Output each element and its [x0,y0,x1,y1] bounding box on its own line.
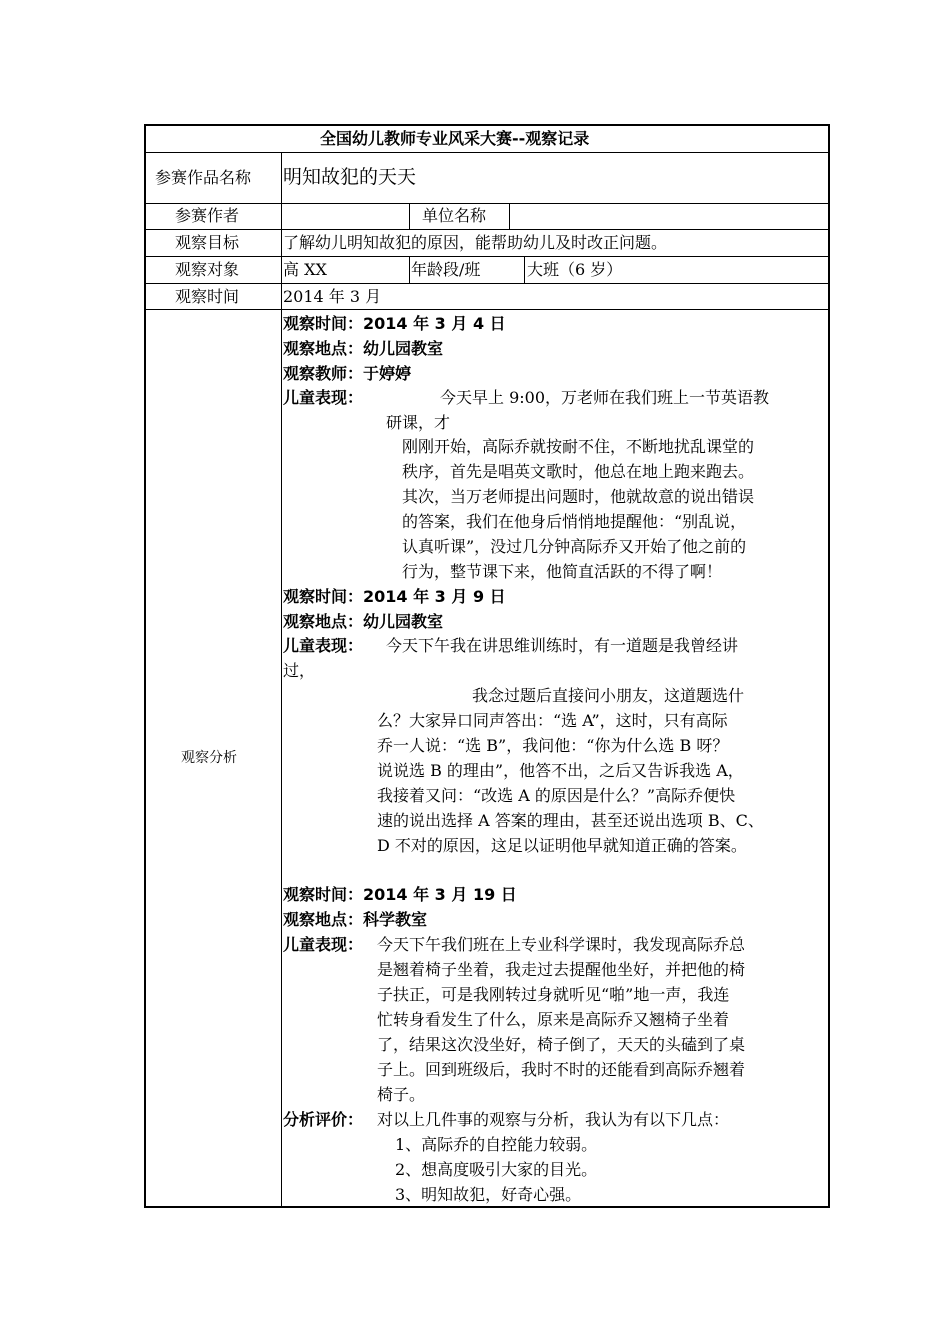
evaluation-point: 1、高际乔的自控能力较弱。 [395,1135,598,1154]
record-1-line: 秩序，首先是唱英文歌时，他总在地上跑来跑去。 [402,462,755,481]
record-3-line: 椅子。 [377,1085,426,1104]
record-1-place: 观察地点：幼儿园教室 [283,339,444,358]
record-3-behavior-label: 儿童表现： [283,935,364,954]
record-3-line: 了，结果这次没坐好，椅子倒了，天天的头磕到了桌 [377,1035,746,1054]
age-label: 年龄段/班 [411,260,481,279]
author-label: 参赛作者 [175,206,240,225]
record-3-line: 今天下午我们班在上专业科学课时，我发现高际乔总 [377,935,746,954]
evaluation-point: 3、明知故犯，好奇心强。 [395,1185,582,1204]
record-1-time: 观察时间：2014 年 3 月 4 日 [283,314,506,333]
column-divider [524,256,525,283]
column-divider [281,152,282,1208]
table-border-top [144,124,830,126]
record-1-line: 今天早上 9:00，万老师在我们班上一节英语教 [440,388,770,407]
row-divider [144,283,830,284]
record-2-line: 说说选 B 的理由”，他答不出，之后又告诉我选 A， [377,761,744,780]
record-3-place: 观察地点：科学教室 [283,910,428,929]
record-3-line: 子扶正，可是我刚转过身就听见“啪”地一声，我连 [377,985,730,1004]
column-divider [509,203,510,229]
row-divider [144,152,830,153]
record-2-line: 我念过题后直接问小朋友，这道题选什 [472,686,745,705]
table-border-right [828,124,830,1208]
record-1-teacher: 观察教师：于婷婷 [283,364,412,383]
record-2-place: 观察地点：幼儿园教室 [283,612,444,631]
time-label: 观察时间 [175,287,240,306]
record-3-line: 是翘着椅子坐着，我走过去提醒他坐好，并把他的椅 [377,960,746,979]
evaluation-intro: 对以上几件事的观察与分析，我认为有以下几点： [377,1110,730,1129]
record-2-behavior-label: 儿童表现： [283,636,364,655]
column-divider [409,203,410,229]
subject-value: 高 XX [283,260,327,279]
row-divider [144,229,830,230]
record-1-line: 行为，整节课下来，他简直活跃的不得了啊！ [402,562,723,581]
row-divider [144,256,830,257]
page-title: 全国幼儿教师专业风采大赛--观察记录 [320,129,590,148]
record-1-line: 其次，当万老师提出问题时，他就故意的说出错误 [402,487,755,506]
record-2-line: 过， [283,661,316,680]
goal-label: 观察目标 [175,233,240,252]
evaluation-label: 分析评价： [283,1110,364,1129]
record-3-line: 子上。回到班级后，我时不时的还能看到高际乔翘着 [377,1060,746,1079]
table-border-left [144,124,146,1208]
record-3-time: 观察时间：2014 年 3 月 19 日 [283,885,517,904]
table-border-bottom [144,1206,830,1208]
time-value: 2014 年 3 月 [283,287,382,306]
row-divider [144,309,830,310]
age-value: 大班（6 岁） [527,260,623,279]
record-1-line: 刚刚开始，高际乔就按耐不住，不断地扰乱课堂的 [402,437,755,456]
work-name-label: 参赛作品名称 [155,168,252,187]
row-divider [144,203,830,204]
record-1-line: 认真听课”，没过几分钟高际乔又开始了他之前的 [402,537,747,556]
record-2-line: 今天下午我在讲思维训练时，有一道题是我曾经讲 [386,636,739,655]
column-divider [409,256,410,283]
record-1-behavior-label: 儿童表现： [283,388,364,407]
record-3-line: 忙转身看发生了什么，原来是高际乔又翘椅子坐着 [377,1010,730,1029]
evaluation-point: 2、想高度吸引大家的目光。 [395,1160,598,1179]
record-2-line: 么？大家异口同声答出：“选 A”，这时，只有高际 [377,711,728,730]
record-2-time: 观察时间：2014 年 3 月 9 日 [283,587,506,606]
record-1-line: 研课，才 [386,413,451,432]
goal-value: 了解幼儿明知故犯的原因，能帮助幼儿及时改正问题。 [283,233,668,252]
unit-label: 单位名称 [422,206,487,225]
analysis-label: 观察分析 [181,750,237,766]
record-1-line: 的答案，我们在他身后悄悄地提醒他：“别乱说， [402,512,747,531]
record-2-line: 速的说出选择 A 答案的理由，甚至还说出选项 B、C、 [377,811,764,830]
work-name-value: 明知故犯的天天 [283,166,417,188]
record-2-line: 我接着又问：“改选 A 的原因是什么？”高际乔便快 [377,786,736,805]
record-2-line: 乔一人说：“选 B”，我问他：“你为什么选 B 呀？ [377,736,729,755]
subject-label: 观察对象 [175,260,240,279]
record-2-line: D 不对的原因，这足以证明他早就知道正确的答案。 [377,836,747,855]
